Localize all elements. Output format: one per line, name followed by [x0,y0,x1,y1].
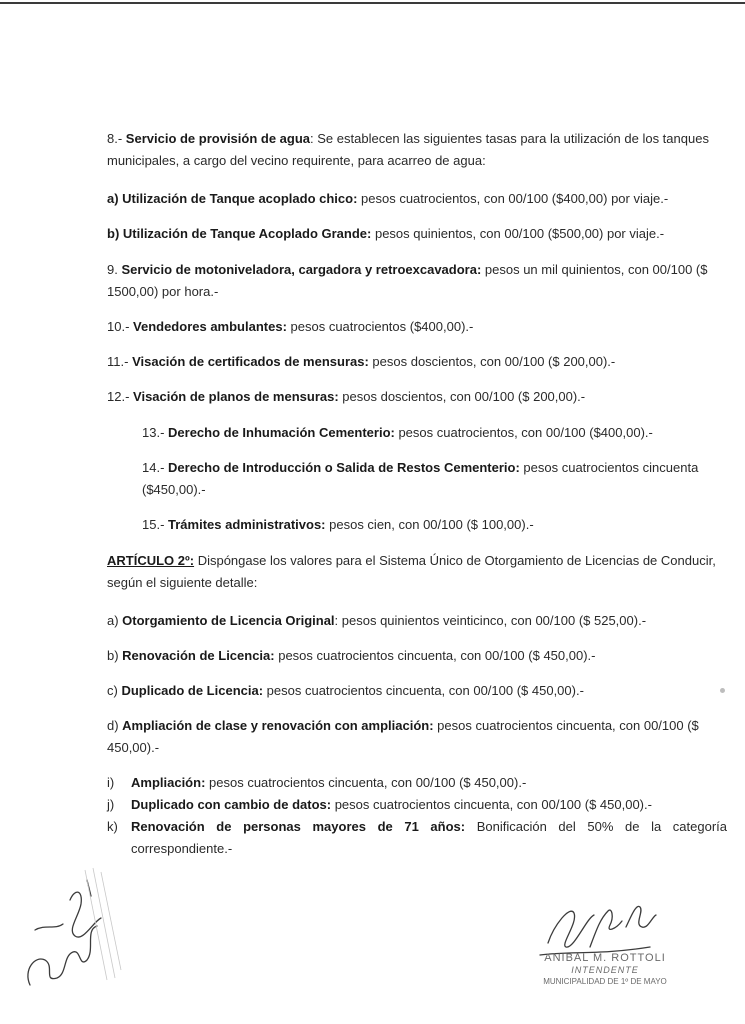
item-text: pesos cuatrocientos cincuenta ($450,00).- [142,460,699,497]
item-number: 10.- [107,319,134,334]
item-number: 13.- [142,425,169,440]
item-text: pesos cuatrocientos cincuenta, con 00/100 ($ 450,00).- [274,648,596,663]
list-item [107,772,727,794]
item-number: c) [107,683,122,698]
item-text: pesos cuatrocientos cincuenta, con 00/100 ($ 450,00).- [107,718,699,755]
item-text: pesos doscientos, con 00/100 ($ 200,00).- [338,389,586,404]
item-title: Ampliación: [131,775,206,790]
item-13-burial-fee [142,422,727,444]
item-title: Ampliación de clase y renovación con ampliación: [122,718,434,733]
item-title: Trámites administrativos: [168,517,326,532]
item-title: Vendedores ambulantes: [133,319,287,334]
item-title: Otorgamiento de Licencia Original [122,613,335,628]
item-number: 14.- [142,460,169,475]
stamp-name: ANIBAL M. ROTTOLI [544,952,666,964]
item-text: pesos cien, con 00/100 ($ 100,00).- [325,517,534,532]
item-title: Servicio de provisión de agua [125,131,311,146]
item-title: Visación de certificados de mensuras: [132,354,369,369]
license-c-duplicate [107,680,727,702]
list-marker: j) [107,797,115,812]
article-heading: ARTÍCULO 2º: [107,553,195,568]
item-text: pesos doscientos, con 00/100 ($ 200,00).- [368,354,616,369]
item-text: pesos cuatrocientos ($400,00).- [286,319,474,334]
item-text: pesos un mil quinientos, con 00/100 ($ 1500,00) por hora.- [107,262,708,299]
item-title: Derecho de Inhumación Cementerio: [168,425,395,440]
list-item [107,794,727,816]
item-8a-small-tank [107,188,727,210]
item-number: 12.- [107,389,134,404]
item-title: Duplicado de Licencia: [121,683,264,698]
item-15-admin-procedures [142,514,727,536]
item-11-survey-certificates [107,351,727,373]
mayor-stamp [535,952,675,988]
item-text: pesos cuatrocientos, con 00/100 ($400,00).- [394,425,653,440]
list-marker: k) [107,819,118,834]
item-text: pesos cuatrocientos cincuenta, con 00/100 ($ 450,00).- [263,683,584,698]
stamp-organization: MUNICIPALIDAD DE 1º DE MAYO [543,977,667,986]
item-text: pesos cuatrocientos, con 00/100 ($400,00) por viaje.- [357,191,669,206]
left-signature-icon [15,860,125,1000]
item-number: 15.- [142,517,169,532]
stamp-role: INTENDENTE [571,965,639,975]
item-8b-large-tank [107,223,727,245]
item-9-machinery [107,259,727,303]
item-title: Derecho de Introducción o Salida de Restos Cementerio: [168,460,520,475]
item-number: b) [107,648,123,663]
item-text: : Se establecen las siguientes tasas para la utilización de los tanques municipales, a cargo del vecino requirente, para acarreo de agua: [107,131,709,168]
license-b-renewal [107,645,727,667]
item-title: Renovación de personas mayores de 71 años: [131,819,466,834]
item-title: Renovación de Licencia: [122,648,275,663]
item-text: pesos cuatrocientos cincuenta, con 00/100 ($ 450,00).- [205,775,527,790]
license-a-original [107,610,727,632]
item-number: 11.- [107,354,133,369]
license-sub-list [107,772,727,860]
item-number: a) [107,613,123,628]
item-number: 8.- [107,131,126,146]
item-title: Visación de planos de mensuras: [133,389,339,404]
item-8-water-service [107,128,727,172]
item-14-remains-transfer [142,457,727,501]
scan-speck [720,688,725,693]
license-d-class-extension [107,715,727,759]
top-border-line [0,2,745,4]
item-text: : pesos quinientos veinticinco, con 00/100 ($ 525,00).- [334,613,647,628]
item-text: Bonificación del 50% de la categoría correspondiente.- [131,819,727,856]
item-title: a) Utilización de Tanque acoplado chico: [107,191,358,206]
item-10-street-vendors [107,316,727,338]
list-item [107,816,727,860]
item-title: b) Utilización de Tanque Acoplado Grande: [107,226,372,241]
item-title: Duplicado con cambio de datos: [131,797,332,812]
item-title: Servicio de motoniveladora, cargadora y retroexcavadora: [121,262,482,277]
item-12-survey-plans [107,386,727,408]
articulo-2-paragraph [107,550,727,594]
item-text: pesos cuatrocientos cincuenta, con 00/100 ($ 450,00).- [331,797,652,812]
list-marker: i) [107,775,115,790]
article-text: Dispóngase los valores para el Sistema Único de Otorgamiento de Licencias de Conducir, según el siguiente detalle: [107,553,716,590]
item-number: 9. [107,262,122,277]
item-text: pesos quinientos, con 00/100 ($500,00) por viaje.- [371,226,665,241]
item-number: d) [107,718,123,733]
